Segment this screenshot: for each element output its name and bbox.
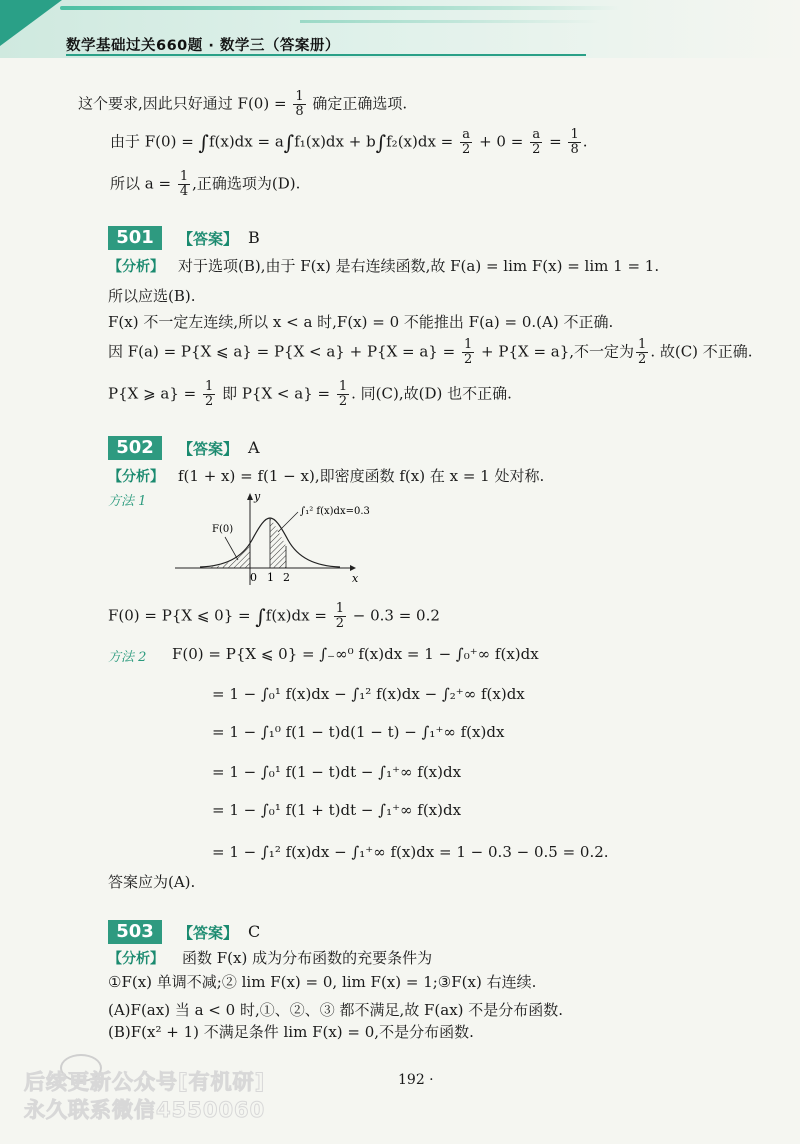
q502-method2-line-4: = 1 − ∫₀¹ f(1 + t)dt − ∫₁⁺∞ f(x)dx <box>212 801 462 819</box>
intro-line-2: 由于 F(0) = ∫f(x)dx = a∫f₁(x)dx + b∫f₂(x)dx = $\frac{a}{2}$ + 0 = $\frac{a}{2}$ = $\frac{1}{8}$ . <box>110 127 588 157</box>
q501-line-1: 对于选项(B),由于 F(x) 是右连续函数,故 F(a) = lim F(x) = lim 1 = 1. <box>178 257 660 275</box>
tick-1: 1 <box>267 571 274 584</box>
answer-value: B <box>248 228 260 247</box>
q502-method2-line-1: = 1 − ∫₀¹ f(x)dx − ∫₁² f(x)dx − ∫₂⁺∞ f(x)dx <box>212 685 525 703</box>
header-rule <box>66 54 586 56</box>
analysis-tag: 【分析】 <box>108 259 164 275</box>
header-stripe <box>60 6 620 10</box>
q502-method2-line-0: F(0) = P{X ⩽ 0} = ∫₋∞⁰ f(x)dx = 1 − ∫₀⁺∞ f(x)dx <box>172 645 539 663</box>
answer-tag: 【答案】 <box>178 230 239 248</box>
header-stripe-secondary <box>300 20 600 23</box>
q502-line-1: f(1 + x) = f(1 − x),即密度函数 f(x) 在 x = 1 处对称. <box>178 467 545 485</box>
axis-label-y: y <box>254 490 261 503</box>
answer-tag: 【答案】 <box>178 440 239 458</box>
watermark-line-1: 后续更新公众号[有机研] <box>24 1070 266 1094</box>
label-f0: F(0) <box>212 524 234 535</box>
q501-line-5: P{X ⩾ a} = $\frac{1}{2}$ 即 P{X < a} = $\frac{1}{2}$ . 同(C),故(D) 也不正确. <box>108 379 512 409</box>
method-1-label: 方法 1 <box>108 494 147 509</box>
answer-value: A <box>248 438 260 457</box>
q503-line-2: ①F(x) 单调不减;② lim F(x) = 0, lim F(x) = 1;③F(x) 右连续. <box>108 973 537 991</box>
method-2-label: 方法 2 <box>108 650 147 665</box>
q502-method2-line-3: = 1 − ∫₀¹ f(1 − t)dt − ∫₁⁺∞ f(x)dx <box>212 763 462 781</box>
tick-2: 2 <box>283 571 290 584</box>
book-title: 数学基础过关660题 · 数学三（答案册） <box>66 38 340 54</box>
question-number-503: 503 <box>108 920 162 944</box>
axis-label-x: x <box>352 572 359 585</box>
intro-line-1 <box>78 90 407 119</box>
header-triangle-decoration <box>0 0 62 46</box>
density-graph <box>170 490 370 590</box>
q502-method2-line-2: = 1 − ∫₁⁰ f(1 − t)d(1 − t) − ∫₁⁺∞ f(x)dx <box>212 723 505 741</box>
analysis-tag: 【分析】 <box>108 469 164 485</box>
right-hatched-area <box>270 518 286 568</box>
intro-text: 确定正确选项. <box>307 94 408 113</box>
intro-line-3: 所以 a = $\frac{1}{4}$ ,正确选项为(D). <box>110 169 301 199</box>
question-number-502: 502 <box>108 436 162 460</box>
q502-method2-line-5: = 1 − ∫₁² f(x)dx − ∫₁⁺∞ f(x)dx = 1 − 0.3 − 0.5 = 0.2. <box>212 843 609 861</box>
analysis-tag: 【分析】 <box>108 951 164 967</box>
label-integral: ∫₁² f(x)dx=0.3 <box>300 506 370 517</box>
answer-tag: 【答案】 <box>178 924 239 942</box>
q502-conclusion: 答案应为(A). <box>108 873 196 891</box>
q501-line-2: 所以应选(B). <box>108 287 196 305</box>
watermark-line-2: 永久联系微信4550060 <box>24 1098 266 1122</box>
q503-line-4: (B)F(x² + 1) 不满足条件 lim F(x) = 0,不是分布函数. <box>108 1023 474 1041</box>
page-number: 192 · <box>398 1072 434 1088</box>
tick-0: 0 <box>250 571 257 584</box>
fraction: $\frac{1}{8}$ <box>295 89 304 119</box>
q503-line-3: (A)F(ax) 当 a < 0 时,①、②、③ 都不满足,故 F(ax) 不是分布函数. <box>108 1001 564 1019</box>
q502-line-2: F(0) = P{X ⩽ 0} = ∫f(x)dx = $\frac{1}{2}$ − 0.3 = 0.2 <box>108 601 440 631</box>
intro-text: 这个要求,因此只好通过 F(0) = <box>78 94 292 113</box>
answer-value: C <box>248 922 261 941</box>
q501-line-3: F(x) 不一定左连续,所以 x < a 时,F(x) = 0 不能推出 F(a) = 0.(A) 不正确. <box>108 313 614 331</box>
q501-line-4: 因 F(a) = P{X ⩽ a} = P{X < a} + P{X = a} = $\frac{1}{2}$ + P{X = a},不一定为 $\frac{1}{2}$ . 故(C) 不正确. <box>108 337 753 367</box>
question-number-501: 501 <box>108 226 162 250</box>
q503-line-1: 函数 F(x) 成为分布函数的充要条件为 <box>182 949 433 967</box>
